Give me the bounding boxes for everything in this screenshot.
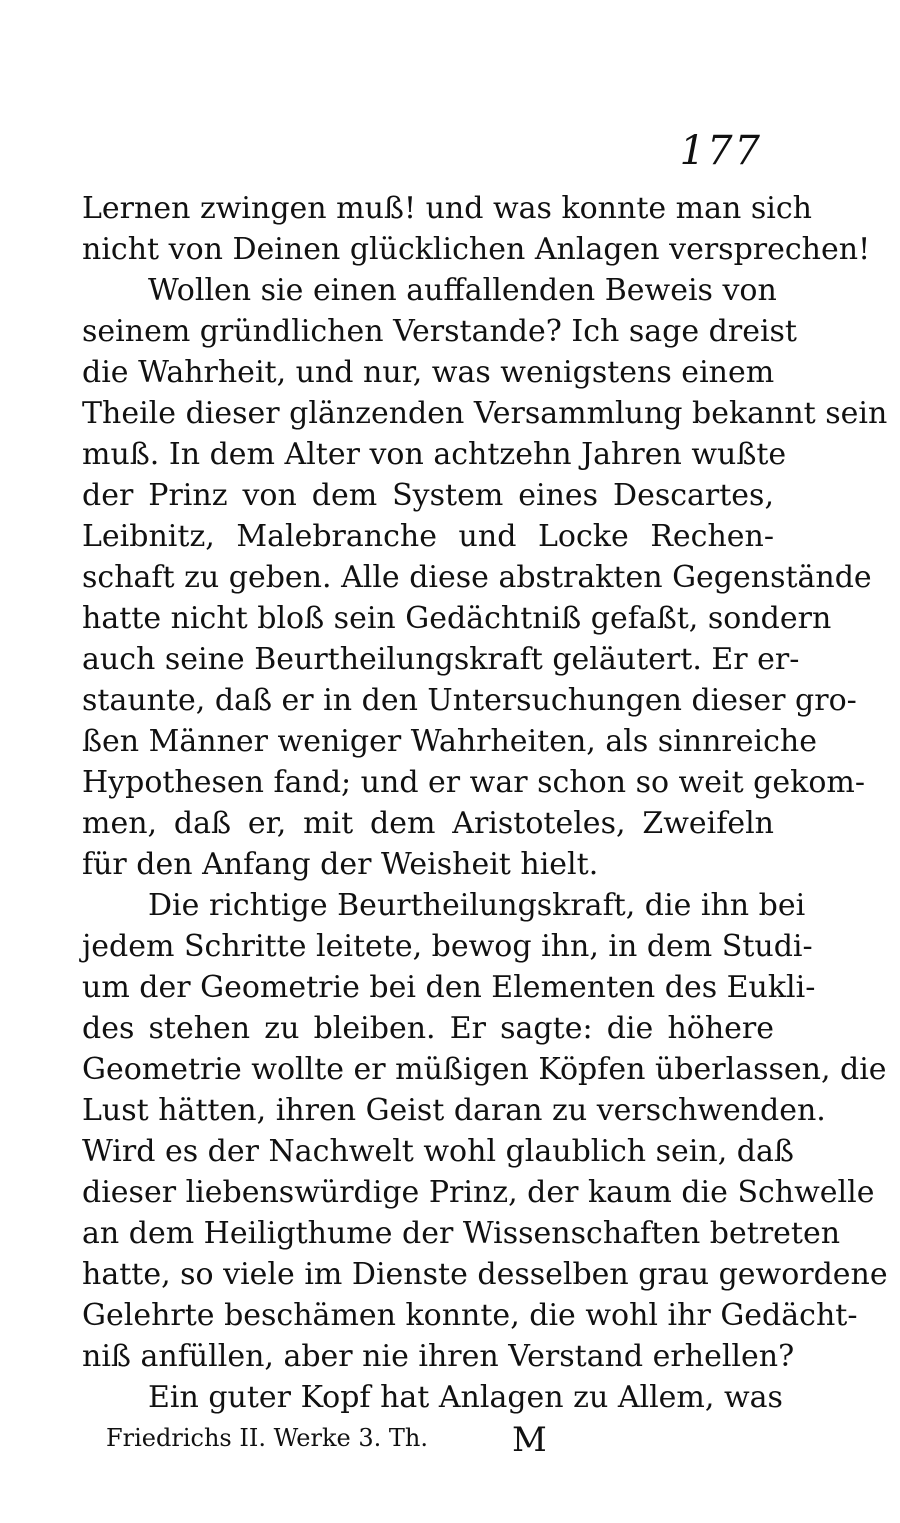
text-line: der Prinz von dem System eines Descartes,: [82, 478, 774, 513]
page-number: 177: [679, 128, 762, 174]
text-line: Theile dieser glänzenden Versammlung bekannt sein: [82, 396, 888, 431]
text-line: Die richtige Beurtheilungskraft, die ihn bei: [148, 888, 806, 923]
text-line: seinem gründlichen Verstande? Ich sage dreist: [82, 314, 797, 349]
text-line: schaft zu geben. Alle diese abstrakten Gegenstände: [82, 560, 872, 595]
text-line: die Wahrheit, und nur, was wenigstens einem: [82, 355, 775, 390]
text-line: hatte nicht bloß sein Gedächtniß gefaßt, sondern: [82, 601, 832, 636]
text-line: Ein guter Kopf hat Anlagen zu Allem, was: [148, 1380, 783, 1415]
text-line: Lust hätten, ihren Geist daran zu verschwenden.: [82, 1093, 826, 1128]
text-line: Wollen sie einen auffallenden Beweis von: [148, 273, 777, 308]
page-footer: [82, 1420, 774, 1460]
text-line: für den Anfang der Weisheit hielt.: [82, 847, 599, 882]
text-line: muß. In dem Alter von achtzehn Jahren wußte: [82, 437, 787, 472]
text-line: des stehen zu bleiben. Er sagte: die höhere: [82, 1011, 774, 1046]
text-line: Leibnitz, Malebranche und Locke Rechen-: [82, 519, 774, 554]
text-line: jedem Schritte leitete, bewog ihn, in dem Studi-: [82, 929, 813, 964]
text-line: um der Geometrie bei den Elementen des Eukli-: [82, 970, 816, 1005]
text-line: staunte, daß er in den Untersuchungen dieser gro-: [82, 683, 857, 718]
text-line: Wird es der Nachwelt wohl glaublich sein, daß: [82, 1134, 794, 1169]
text-line: Lernen zwingen muß! und was konnte man sich: [82, 191, 812, 226]
text-line: auch seine Beurtheilungskraft geläutert. Er er-: [82, 642, 800, 677]
text-line: men, daß er, mit dem Aristoteles, Zweifeln: [82, 806, 774, 841]
footer-note: Friedrichs II. Werke 3. Th.: [106, 1424, 428, 1452]
text-line: hatte, so viele im Dienste desselben grau gewordene: [82, 1257, 888, 1292]
text-line: an dem Heiligthume der Wissenschaften betreten: [82, 1216, 841, 1251]
text-line: niß anfüllen, aber nie ihren Verstand erhellen?: [82, 1339, 795, 1374]
signature-mark: M: [512, 1420, 547, 1460]
text-line: Hypothesen fand; und er war schon so weit gekom-: [82, 765, 865, 800]
text-line: dieser liebenswürdige Prinz, der kaum die Schwelle: [82, 1175, 875, 1210]
text-line: nicht von Deinen glücklichen Anlagen versprechen!: [82, 232, 871, 267]
text-line: ßen Männer weniger Wahrheiten, als sinnreiche: [82, 724, 817, 759]
text-line: Geometrie wollte er müßigen Köpfen überlassen, die: [82, 1052, 887, 1087]
text-line: Gelehrte beschämen konnte, die wohl ihr Gedächt-: [82, 1298, 858, 1333]
body-text: [82, 188, 888, 1418]
